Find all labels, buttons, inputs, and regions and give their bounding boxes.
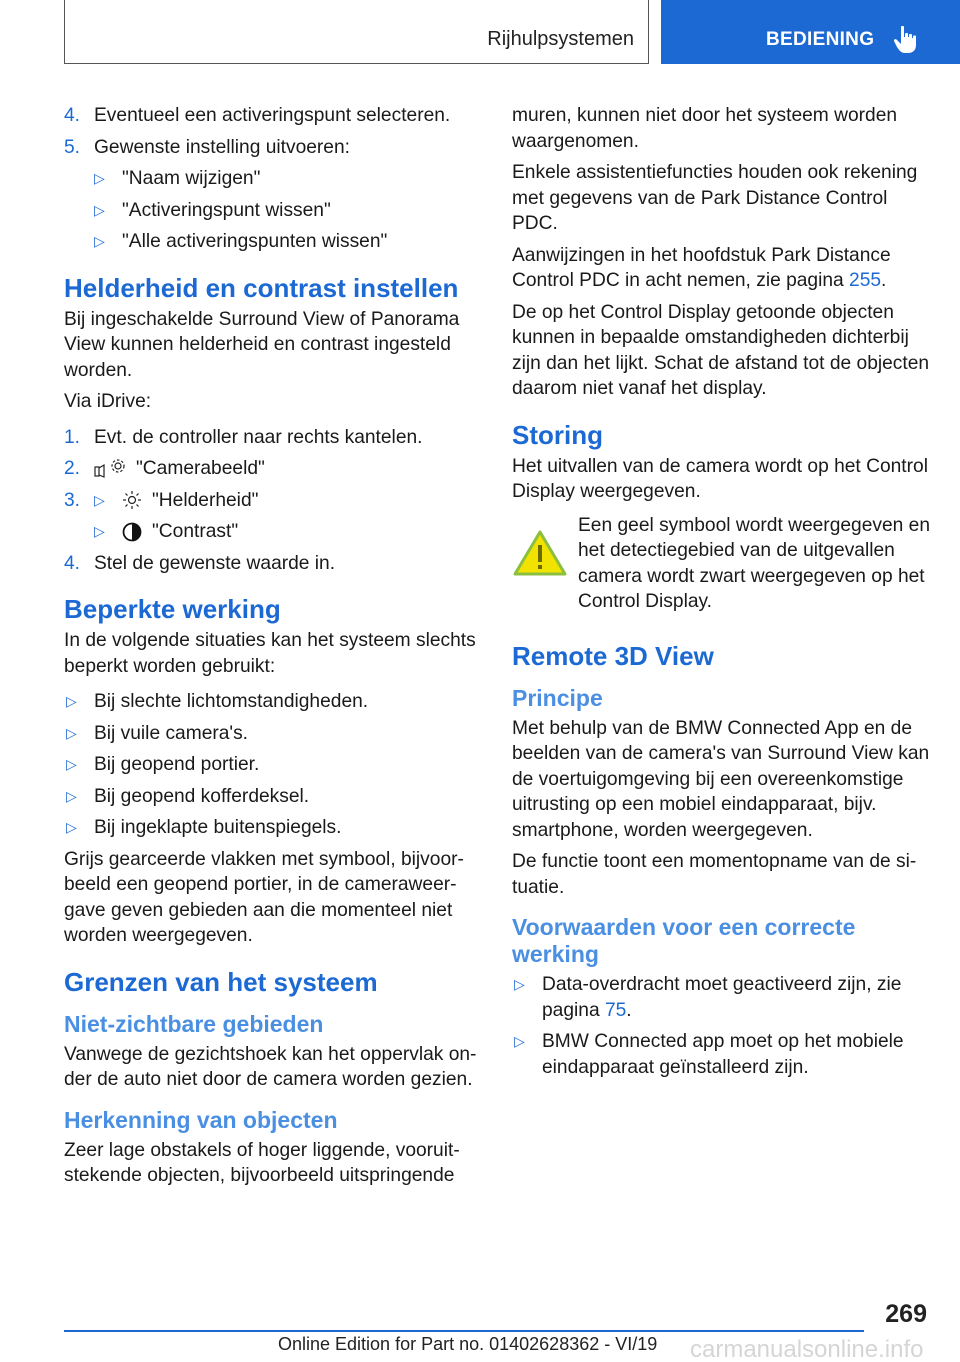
triangle-bullet-icon: ▷ — [514, 1033, 525, 1049]
bullet-text: Bij vuile camera's. — [94, 722, 249, 744]
step-item — [64, 103, 479, 129]
warning-triangle-icon — [512, 529, 568, 577]
footer-divider — [64, 1330, 864, 1332]
heading-fault: Storing — [512, 419, 603, 450]
triangle-bullet-icon: ▷ — [66, 724, 77, 741]
sub-item-text: "Activeringspunt wissen" — [122, 199, 331, 221]
paragraph: Bij ingeschakelde Surround View of Panorama View kunnen helderheid en contrast ingesteld worden. — [64, 308, 460, 381]
step-number: 4. — [64, 105, 81, 126]
paragraph: Vanwege de gezichtshoek kan het oppervlak on-der de auto niet door de camera worden gezien. — [64, 1043, 477, 1090]
heading-principle: Principe — [512, 684, 603, 711]
bullet-text: Data-overdracht moet geactiveerd zijn, zie pagina — [542, 974, 902, 1021]
sub-item — [64, 229, 479, 255]
triangle-bullet-icon: ▷ — [94, 201, 105, 218]
sub-item-text: "Helderheid" — [152, 489, 259, 511]
paragraph: In de volgende situaties kan het systeem slechts beperkt worden gebruikt: — [64, 630, 476, 677]
warning-block — [512, 513, 932, 615]
step-text: Evt. de controller naar rechts kantelen. — [94, 426, 423, 448]
paragraph: Met behulp van de BMW Connected App en de beelden van de camera's van Surround View kan de voertuigomgeving bij een overeenkomstige uitrusting op een mobiel eindapparaat, bijv. smartphone, worden weergegeven. — [512, 717, 930, 841]
paragraph: muren, kunnen niet door het systeem worden waargenomen. — [512, 105, 898, 152]
sub-item-text: "Naam wijzigen" — [122, 168, 261, 189]
brightness-icon — [122, 490, 142, 510]
contrast-icon — [122, 522, 142, 542]
sub-item — [64, 198, 479, 224]
step-item — [64, 456, 479, 482]
paragraph: Enkele assistentiefuncties houden ook rekening met gegevens van de Park Distance Control PDC. — [512, 162, 918, 234]
heading-remote-3d-view: Remote 3D View — [512, 640, 714, 671]
step-number: 4. — [64, 552, 81, 574]
heading-brightness: Helderheid en contrast instellen — [64, 272, 459, 303]
paragraph: Het uitvallen van de camera wordt op het Control Display weergegeven. — [512, 455, 928, 502]
heading-limited: Beperkte werking — [64, 594, 281, 624]
step-item — [64, 488, 479, 514]
triangle-bullet-icon: ▷ — [514, 976, 525, 992]
heading-invisible-areas: Niet-zichtbare gebieden — [64, 1010, 324, 1037]
triangle-bullet-icon: ▷ — [66, 787, 77, 804]
bullet-item — [64, 784, 479, 810]
right-column — [512, 103, 932, 1086]
step-number: 2. — [64, 458, 81, 479]
step-number: 5. — [64, 136, 81, 158]
step-text: Gewenste instelling uitvoeren: — [94, 136, 350, 158]
step-text: Stel de gewenste waarde in. — [94, 552, 336, 574]
heading-object-recognition: Herkenning van objecten — [64, 1106, 338, 1133]
step-text: Eventueel een activeringspunt selecteren. — [94, 105, 451, 126]
page-link-255[interactable]: 255 — [849, 270, 882, 291]
paragraph: De functie toont een momentopname van de si-tuatie. — [512, 851, 917, 898]
watermark: carmanualsonline.info — [690, 1336, 924, 1362]
header-section-box — [64, 0, 649, 64]
header-chapter-title: BEDIENING — [766, 29, 875, 50]
bullet-item — [64, 752, 479, 778]
bullet-text: Bij geopend kofferdeksel. — [94, 785, 310, 807]
bullet-text: Bij slechte lichtomstandigheden. — [94, 691, 369, 712]
triangle-bullet-icon: ▷ — [66, 693, 77, 709]
triangle-bullet-icon: ▷ — [94, 233, 105, 249]
hand-pointer-icon — [893, 24, 919, 54]
heading-conditions: Voorwaarden voor een correcte werking — [512, 914, 856, 967]
footer-edition: Online Edition for Part no. 01402628362 - VI/19 — [278, 1334, 658, 1354]
paragraph: Via iDrive: — [64, 391, 152, 412]
bullet-item — [64, 689, 479, 715]
step-number: 1. — [64, 426, 81, 448]
step-item — [64, 425, 479, 451]
page-link-75[interactable]: 75 — [604, 999, 627, 1021]
heading-limits: Grenzen van het systeem — [64, 966, 378, 997]
bullet-item — [64, 815, 479, 841]
bullet-item — [64, 721, 479, 747]
page-number: 269 — [885, 1300, 927, 1328]
camera-settings-icon — [94, 458, 126, 480]
paragraph: De op het Control Display getoonde objecten kunnen in bepaalde omstandigheden dichterbij zijn dan het lijkt. Schat de afstand tot de objecten daarom niet vanaf het display. — [512, 301, 930, 399]
triangle-bullet-icon: ▷ — [66, 819, 77, 835]
sub-item-text: "Contrast" — [152, 521, 239, 542]
step-item — [64, 551, 479, 577]
triangle-bullet-icon: ▷ — [94, 523, 105, 539]
step-item — [64, 135, 479, 161]
sub-item — [64, 519, 479, 545]
left-column — [64, 103, 479, 1195]
bullet-text: Bij geopend portier. — [94, 754, 260, 775]
bullet-item — [512, 972, 932, 1023]
triangle-bullet-icon: ▷ — [94, 491, 105, 508]
step-number: 3. — [64, 489, 81, 511]
triangle-bullet-icon: ▷ — [94, 170, 105, 186]
paragraph-text: Aanwijzingen in het hoofdstuk Park Distance Control PDC in acht nemen, zie pagina — [512, 244, 891, 291]
triangle-bullet-icon: ▷ — [66, 756, 77, 772]
paragraph: Zeer lage obstakels of hoger liggende, vooruit-stekende objecten, bijvoorbeeld uitspringende — [64, 1139, 460, 1186]
header-chapter-tab[interactable] — [661, 0, 960, 64]
bullet-text: . — [626, 999, 632, 1021]
step-text: "Camerabeeld" — [136, 458, 265, 479]
paragraph: Grijs gearceerde vlakken met symbool, bijvoor-beeld een geopend portier, in de cameraweer-gave geven gebieden aan die momenteel niet worden weergegeven. — [64, 848, 464, 946]
sub-item-text: "Alle activeringspunten wissen" — [122, 231, 388, 252]
bullet-text: BMW Connected app moet op het mobiele eindapparaat geïnstalleerd zijn. — [542, 1031, 904, 1078]
bullet-text: Bij ingeklapte buitenspiegels. — [94, 817, 342, 838]
warning-text: Een geel symbool wordt weergegeven en het detectiegebied van de uitgevallen camera wordt zwart weergegeven op het Control Display. — [578, 514, 930, 612]
bullet-item — [512, 1029, 932, 1080]
paragraph — [512, 243, 932, 294]
sub-item — [64, 166, 479, 192]
header-section-title: Rijhulpsystemen — [487, 28, 634, 50]
paragraph-text: . — [881, 270, 887, 291]
